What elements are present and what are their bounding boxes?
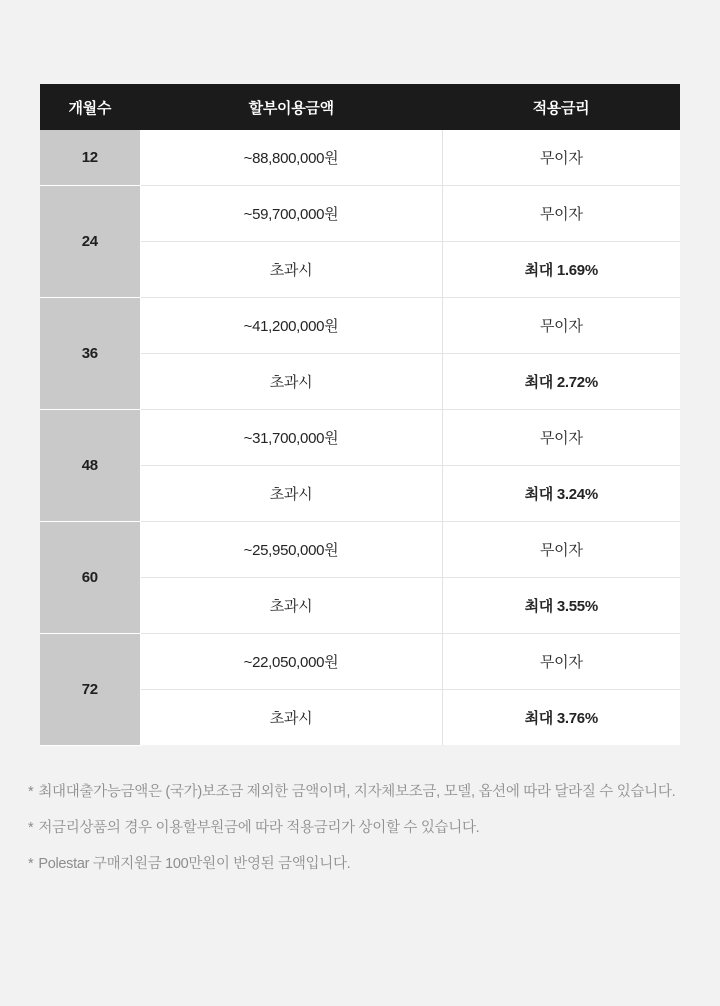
table-row	[40, 130, 680, 186]
installment-rate-table-wrapper	[40, 84, 680, 746]
footnotes	[28, 782, 692, 889]
asterisk-icon: *	[28, 855, 34, 872]
table-body	[40, 130, 680, 745]
cell-rate: 최대 3.55%	[442, 578, 680, 634]
column-header-amount: 할부이용금액	[140, 84, 442, 130]
cell-month: 12	[40, 130, 140, 186]
column-header-rate: 적용금리	[442, 84, 680, 130]
installment-rate-table	[40, 84, 680, 746]
cell-rate: 최대 2.72%	[442, 354, 680, 410]
cell-amount: 초과시	[140, 578, 442, 634]
cell-rate: 무이자	[442, 130, 680, 186]
cell-amount: 초과시	[140, 690, 442, 746]
footnote-item	[28, 782, 692, 804]
table-row	[40, 298, 680, 354]
table-header	[40, 84, 680, 130]
cell-amount: 초과시	[140, 242, 442, 298]
footnote-text: Polestar 구매지원금 100만원이 반영된 금액입니다.	[38, 855, 351, 872]
cell-month: 72	[40, 634, 140, 746]
cell-rate: 무이자	[442, 186, 680, 242]
cell-month: 24	[40, 186, 140, 298]
footnote-item	[28, 854, 692, 876]
cell-rate: 최대 3.76%	[442, 690, 680, 746]
cell-amount: ~59,700,000원	[140, 186, 442, 242]
cell-amount: 초과시	[140, 466, 442, 522]
column-header-month: 개월수	[40, 84, 140, 130]
cell-amount: ~25,950,000원	[140, 522, 442, 578]
cell-amount: ~22,050,000원	[140, 634, 442, 690]
table-row	[40, 410, 680, 466]
table-row	[40, 634, 680, 690]
cell-rate: 최대 3.24%	[442, 466, 680, 522]
cell-amount: ~31,700,000원	[140, 410, 442, 466]
cell-rate: 최대 1.69%	[442, 242, 680, 298]
table-row	[40, 186, 680, 242]
asterisk-icon: *	[28, 784, 34, 800]
cell-amount: ~88,800,000원	[140, 130, 442, 186]
table-row	[40, 522, 680, 578]
cell-amount: 초과시	[140, 354, 442, 410]
cell-month: 48	[40, 410, 140, 522]
cell-month: 60	[40, 522, 140, 634]
footnote-text: 저금리상품의 경우 이용할부원금에 따라 적용금리가 상이할 수 있습니다.	[38, 819, 480, 836]
cell-rate: 무이자	[442, 634, 680, 690]
cell-rate: 무이자	[442, 298, 680, 354]
cell-rate: 무이자	[442, 522, 680, 578]
asterisk-icon: *	[28, 819, 34, 836]
cell-rate: 무이자	[442, 410, 680, 466]
footnote-item	[28, 818, 692, 840]
cell-month: 36	[40, 298, 140, 410]
footnote-text: 최대대출가능금액은 (국가)보조금 제외한 금액이며, 지자체보조금, 모델, 옵션에 따라 달라질 수 있습니다.	[38, 784, 676, 800]
cell-amount: ~41,200,000원	[140, 298, 442, 354]
table-header-row	[40, 84, 680, 130]
